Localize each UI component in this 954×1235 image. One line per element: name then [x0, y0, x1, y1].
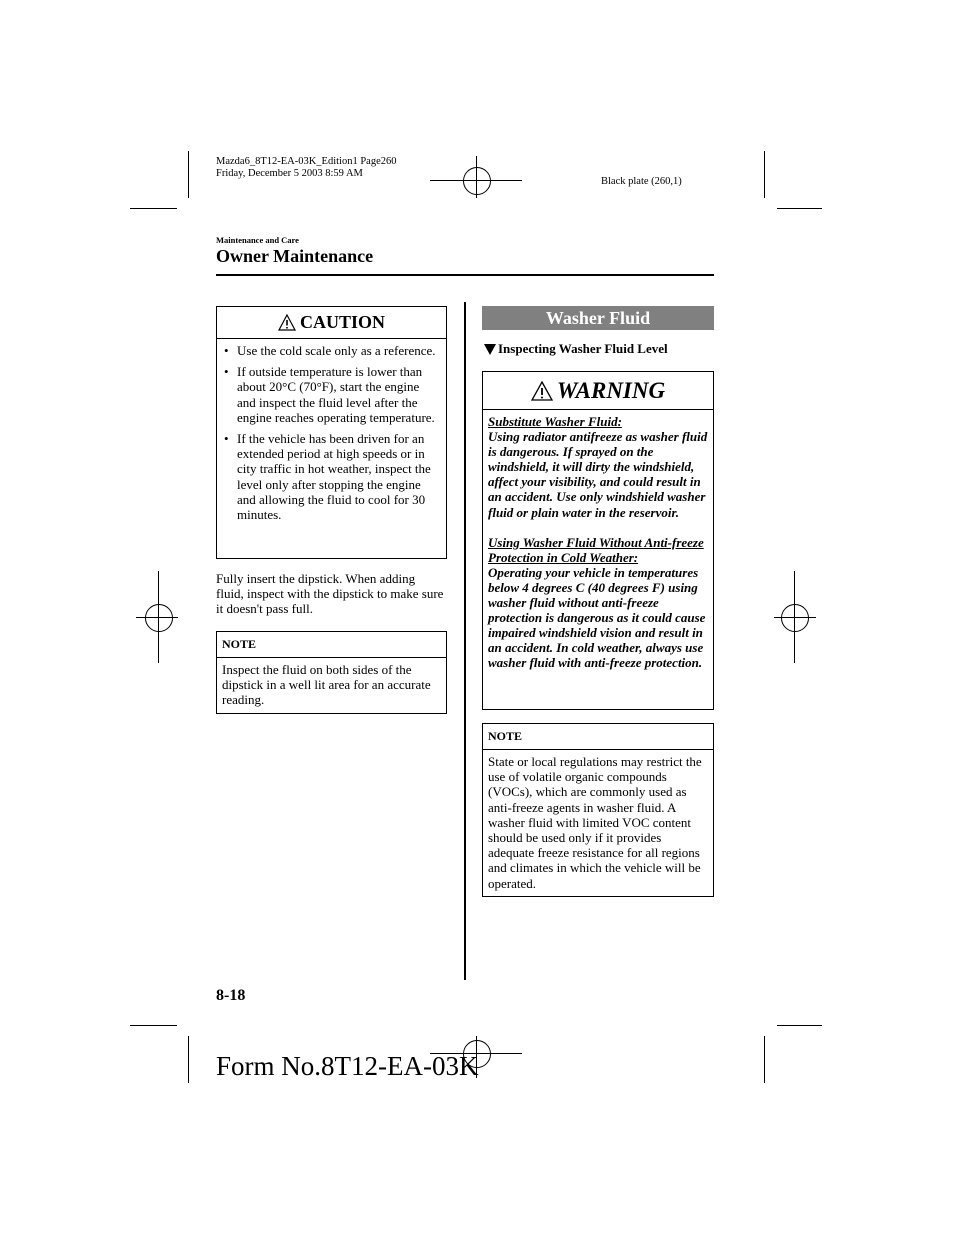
washer-fluid-banner — [482, 306, 714, 330]
caution-list — [217, 339, 446, 522]
warning-body — [483, 410, 713, 671]
note-text: State or local regulations may restrict the use of volatile organic compounds (VOCs), which are commonly used as anti-freeze agents in washer fluid. A washer fluid with limited VOC content should be used only if it provides adequate freeze resistance for all regions and climates in which the vehicle will be operated. — [488, 754, 702, 891]
caution-box — [216, 306, 447, 559]
warning-text-1: Using radiator antifreeze as washer fluid is dangerous. If sprayed on the windshield, it will dirty the windshield, affect your visibility, and could result in an accident. Use only windshield washer fluid or plain water in the reservoir. — [488, 429, 708, 520]
subheading-text: Inspecting Washer Fluid Level — [498, 341, 668, 356]
warning-triangle-icon — [278, 314, 296, 331]
body-paragraph: Fully insert the dipstick. When adding fluid, inspect with the dipstick to make sure it doesn't pass full. — [216, 571, 444, 617]
note-text: Inspect the fluid on both sides of the dipstick in a well lit area for an accurate reading. — [222, 662, 431, 708]
triangle-down-icon — [484, 344, 496, 355]
list-item: • If outside temperature is lower than about 20°C (70°F), start the engine and inspect the fluid level after the engine reaches operating temperature. — [237, 364, 440, 425]
warning-triangle-icon — [531, 381, 553, 401]
section-small-title: Maintenance and Care — [216, 235, 299, 245]
note-header: NOTE — [217, 632, 446, 658]
note-header: NOTE — [483, 724, 713, 750]
warning-title: WARNING — [556, 377, 666, 403]
column-divider — [464, 302, 466, 980]
warning-heading-1: Substitute Washer Fluid: — [488, 414, 622, 429]
list-item: • Use the cold scale only as a reference. — [237, 343, 440, 358]
form-number: Form No.8T12-EA-03K — [216, 1051, 479, 1081]
print-meta — [216, 156, 397, 180]
caution-title: CAUTION — [299, 312, 385, 332]
print-meta-line2: Friday, December 5 2003 8:59 AM — [216, 168, 363, 179]
plate-label: Black plate (260,1) — [601, 176, 682, 187]
washer-fluid-title: Washer Fluid — [545, 307, 651, 328]
page-title: Owner Maintenance — [216, 246, 374, 266]
warning-heading-2: Using Washer Fluid Without Anti-freeze Protection in Cold Weather: — [488, 534, 704, 565]
subheading — [484, 341, 668, 357]
warning-text-2: Operating your vehicle in temperatures below 4 degrees C (40 degrees F) using washer fluid without anti-freeze protection is dangerous as it could cause impaired windshield vision and result in an accident. In cold weather, always use washer fluid with anti-freeze protection. — [488, 564, 706, 671]
print-meta-line1: Mazda6_8T12-EA-03K_Edition1 Page260 — [216, 156, 397, 167]
list-item: • If the vehicle has been driven for an extended period at high speeds or in city traffic in hot weather, inspect the level only after stopping the engine and allowing the fluid to cool for 30 minutes. — [237, 431, 440, 522]
warning-header — [483, 372, 713, 410]
header-rule — [216, 274, 714, 276]
caution-header — [217, 307, 446, 339]
page-number: 8-18 — [216, 987, 246, 1004]
note-box-right — [482, 723, 714, 897]
warning-box — [482, 371, 714, 710]
note-box-left — [216, 631, 447, 714]
